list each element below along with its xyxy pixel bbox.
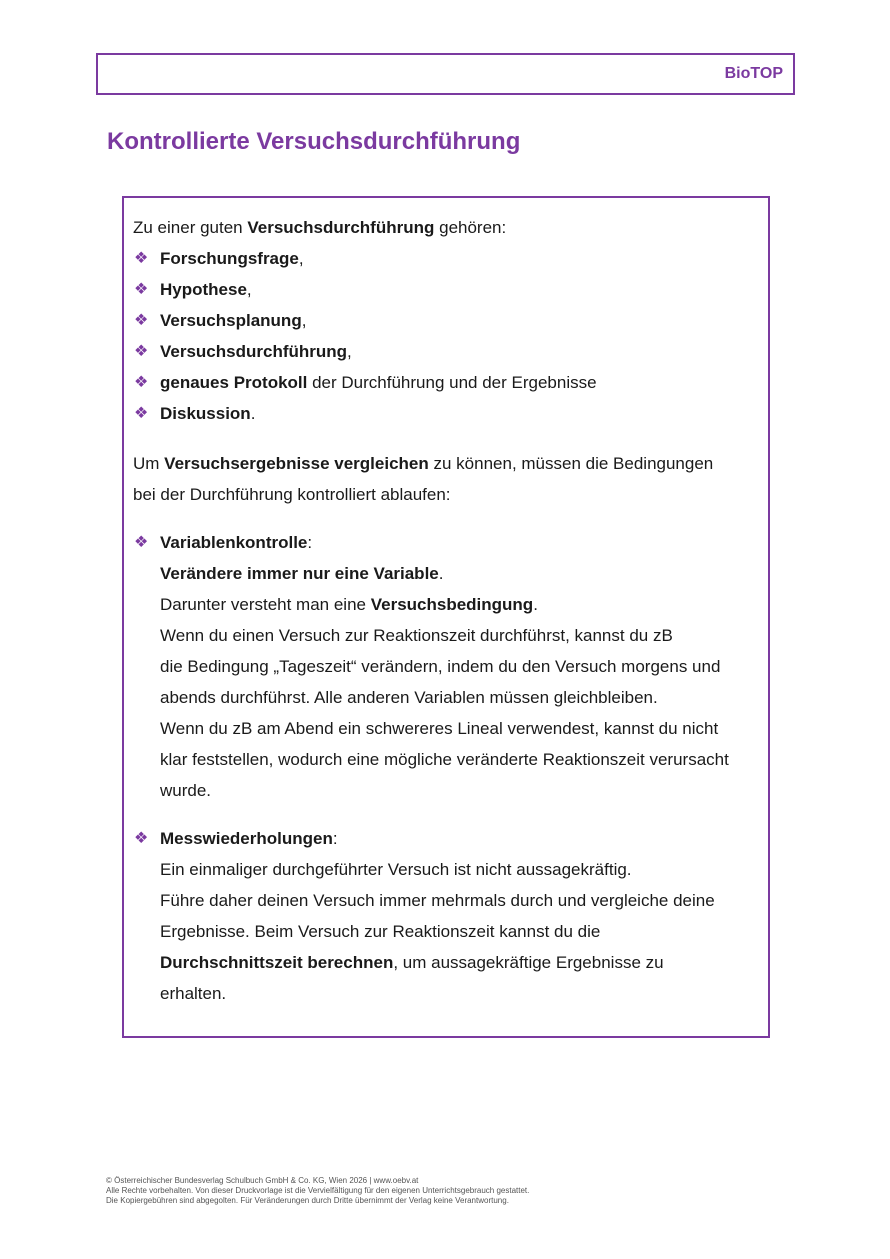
- variable-text-line: abends durchführst. Alle anderen Variablen müssen gleichbleiben.: [160, 688, 658, 707]
- footer-copyright: © Österreichischer Bundesverlag Schulbuch GmbH & Co. KG, Wien 2026 | www.oebv.at: [106, 1176, 419, 1185]
- def-pre: Darunter versteht man eine: [160, 595, 371, 614]
- list-item: [160, 249, 304, 269]
- step-rest: ,: [347, 342, 352, 361]
- variable-definition: [160, 595, 538, 615]
- intro-post: gehören:: [434, 218, 507, 237]
- variable-text-line: wurde.: [160, 781, 212, 800]
- repetitions-title: Messwiederholungen: [160, 829, 333, 848]
- step-bold: Diskussion: [160, 404, 251, 423]
- compare-pre: Um: [133, 454, 165, 473]
- repetitions-text-line: Führe daher deinen Versuch immer mehrmals durch und vergleiche deine: [160, 891, 715, 910]
- intro-bold: Versuchsdurchführung: [247, 218, 435, 237]
- compare-post: zu können, müssen die Bedingungen: [428, 454, 714, 473]
- repetitions-average-line: [160, 953, 664, 973]
- repetitions-text-line: Ein einmaliger durchgeführter Versuch ist nicht aussagekräftig.: [160, 860, 632, 879]
- step-rest: ,: [301, 311, 307, 330]
- average-post: , um aussagekräftige Ergebnisse zu: [393, 953, 664, 972]
- bullet-icon: ❖: [134, 374, 149, 391]
- footer-disclaimer: Die Kopiergebühren sind abgegolten. Für Veränderungen durch Dritte übernimmt der Verlag keine Verantwortung.: [106, 1196, 509, 1205]
- variable-text-line: die Bedingung „Tageszeit“ verändern, indem du den Versuch morgens und: [160, 657, 721, 676]
- variable-control-heading: [160, 533, 312, 553]
- repetitions-final-line: erhalten.: [160, 984, 227, 1003]
- footer: [106, 1176, 529, 1206]
- repetitions-heading: [160, 829, 338, 849]
- title-suffix: :: [332, 829, 338, 848]
- def-post: .: [533, 595, 538, 614]
- rule-suffix: .: [438, 564, 444, 583]
- variable-control-title: Variablenkontrolle: [160, 533, 308, 552]
- bullet-icon: ❖: [134, 312, 149, 329]
- def-bold: Versuchsbedingung: [370, 595, 534, 614]
- compare-paragraph-line-2: bei der Durchführung kontrolliert ablaufen:: [133, 485, 451, 504]
- list-item: [160, 342, 352, 362]
- list-item: [160, 311, 306, 331]
- brand-label: BioTOP: [724, 65, 783, 82]
- compare-paragraph-line-1: [133, 454, 713, 474]
- variable-text-line: Wenn du zB am Abend ein schwereres Lineal verwendest, kannst du nicht: [160, 719, 719, 738]
- list-item: [160, 280, 252, 300]
- footer-rights: Alle Rechte vorbehalten. Von dieser Druckvorlage ist die Vervielfältigung für den eigenen Unterrichtsgebrauch gestattet.: [106, 1186, 530, 1195]
- intro-pre: Zu einer guten: [133, 218, 248, 237]
- step-rest: ,: [298, 249, 304, 268]
- title-suffix: :: [307, 533, 313, 552]
- step-rest: .: [250, 404, 256, 423]
- info-box: [122, 196, 770, 1038]
- page-title: Kontrollierte Versuchsdurchführung: [107, 128, 521, 155]
- compare-bold: Versuchsergebnisse vergleichen: [164, 454, 429, 473]
- header-box: [96, 53, 795, 95]
- variable-text-line: Wenn du einen Versuch zur Reaktionszeit durchführst, kannst du zB: [160, 626, 673, 645]
- step-bold: Versuchsdurchführung: [160, 342, 348, 361]
- list-item: [160, 373, 597, 393]
- bullet-icon: ❖: [134, 281, 149, 298]
- bullet-icon: ❖: [134, 405, 149, 422]
- rule-bold: Verändere immer nur eine Variable: [160, 564, 439, 583]
- repetitions-text-line: Ergebnisse. Beim Versuch zur Reaktionszeit kannst du die: [160, 922, 601, 941]
- step-bold: Versuchsplanung: [160, 311, 302, 330]
- intro-text: [133, 218, 506, 238]
- step-bold: Forschungsfrage: [160, 249, 299, 268]
- step-rest: ,: [246, 280, 252, 299]
- average-bold: Durchschnittszeit berechnen: [160, 953, 394, 972]
- step-bold: Hypothese: [160, 280, 247, 299]
- variable-text-line: klar feststellen, wodurch eine mögliche veränderte Reaktionszeit verursacht: [160, 750, 729, 769]
- bullet-icon: ❖: [134, 534, 149, 551]
- bullet-icon: ❖: [134, 250, 149, 267]
- bullet-icon: ❖: [134, 343, 149, 360]
- variable-rule: [160, 564, 443, 584]
- bullet-icon: ❖: [134, 830, 149, 847]
- step-rest: der Durchführung und der Ergebnisse: [307, 373, 597, 392]
- step-bold: genaues Protokoll: [160, 373, 308, 392]
- list-item: [160, 404, 255, 424]
